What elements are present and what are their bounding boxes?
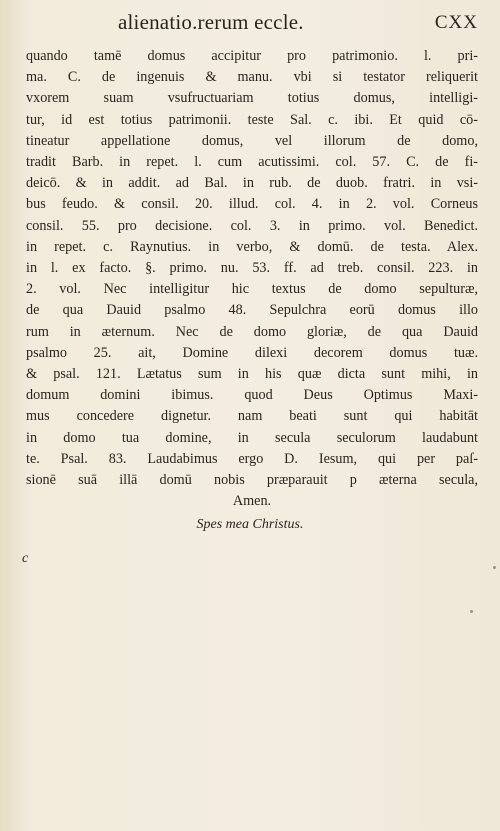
printer-motto: Spes mea Christus.	[196, 517, 304, 532]
text-line: in l. ex facto. §. primo. nu. 53. ff. ad treb. consil. 223. in	[26, 260, 478, 277]
text-line: tineatur appellatione domus, vel illorum de domo,	[26, 132, 478, 149]
text-line: domum domini ibimus. quod Deus Optimus Maxi-	[26, 387, 478, 404]
text-line: psalmo 25. ait, Domine dilexi decorem domus tuæ.	[26, 344, 478, 361]
text-line: de qua Dauid psalmo 48. Sepulchra eorū domus illo	[26, 302, 478, 319]
text-line: deicō. & in addit. ad Bal. in rub. de duob. fratri. in vsi-	[26, 175, 478, 192]
text-line: rum in æternum. Nec de domo gloriæ, de qua Dauid	[26, 323, 478, 340]
closing-amen: Amen.	[232, 493, 272, 510]
text-line: te. Psal. 83. Laudabimus ergo D. Iesum, qui per paſ-	[26, 450, 478, 467]
text-line: sionē suā illā domū nobis præparauit p æterna secula,	[26, 472, 478, 489]
stray-mark: c	[22, 551, 29, 566]
folio-number: CXX	[434, 12, 478, 33]
text-line: quando tamē domus accipitur pro patrimonio. l. pri-	[26, 48, 478, 64]
text-line: tur, id est totius patrimonii. teste Sal. c. ibi. Et quid cō-	[26, 111, 478, 128]
text-line: in repet. c. Raynutius. in verbo, & domū. de testa. Alex.	[26, 238, 478, 255]
page-header	[118, 10, 478, 40]
text-line: consil. 55. pro decisione. col. 3. in primo. vol. Benedict.	[26, 217, 478, 234]
paper-fleck	[493, 566, 496, 569]
text-line: vxorem suam vsufructuariam totius domus, intelligi-	[26, 90, 478, 107]
text-line: & psal. 121. Lætatus sum in his quæ dicta sunt mihi, in	[26, 366, 478, 383]
text-line: tradit Barb. in repet. l. cum acutissimi. col. 57. C. de fi-	[26, 154, 478, 171]
text-line: mus concedere dignetur. nam beati sunt qui habitāt	[26, 408, 478, 425]
text-line: ma. C. de ingenuis & manu. vbi si testator reliquerit	[26, 69, 478, 86]
running-head: alienatio.rerum eccle.	[118, 10, 304, 34]
text-line: 2. vol. Nec intelligitur hic textus de domo sepulturæ,	[26, 281, 478, 298]
paper-fleck	[470, 610, 473, 613]
main-text-block	[26, 46, 478, 512]
text-line: bus feudo. & consil. 20. illud. col. 4. in 2. vol. Corneus	[26, 196, 478, 213]
text-line: in domo tua domine, in secula seculorum laudabunt	[26, 429, 478, 446]
